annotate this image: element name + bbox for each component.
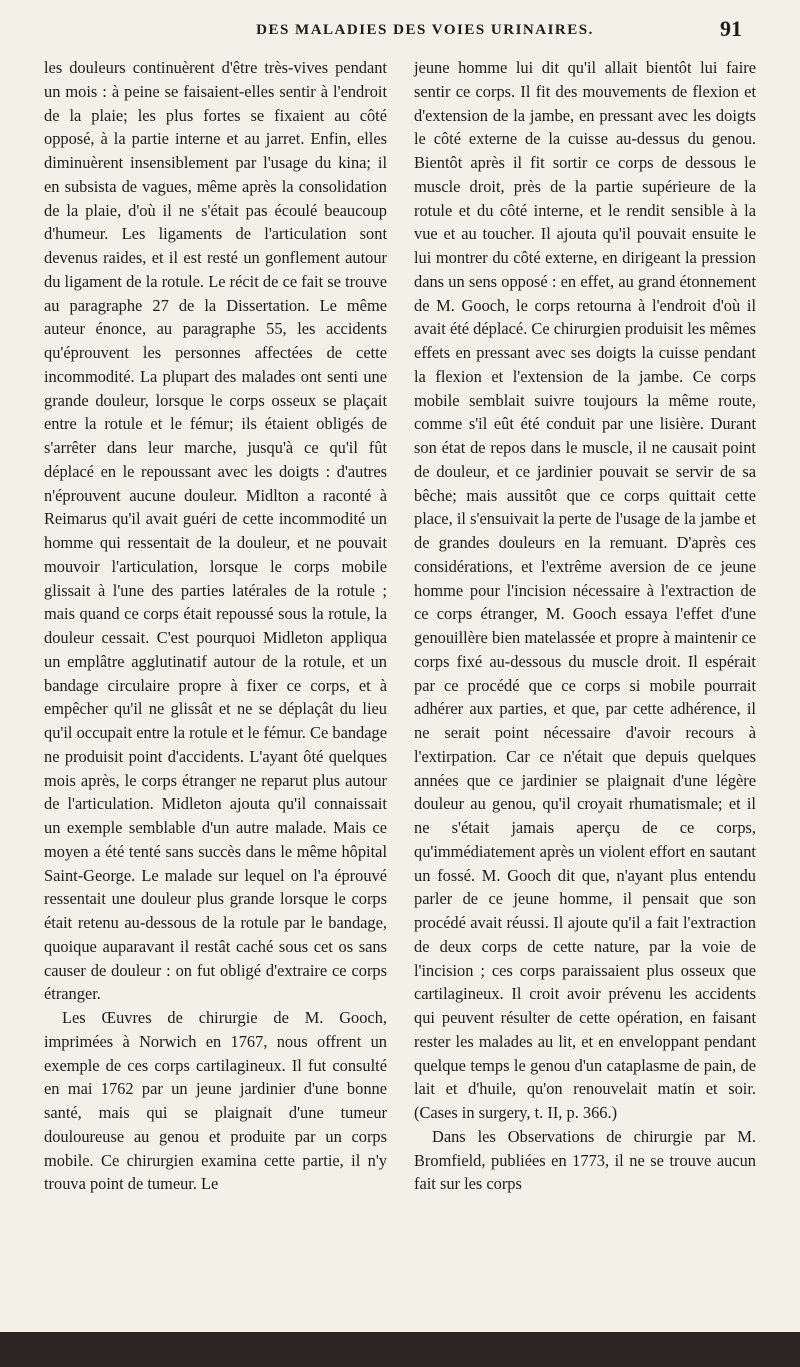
right-column bbox=[414, 56, 756, 1196]
running-title: DES MALADIES DES VOIES URINAIRES. bbox=[256, 22, 594, 38]
page-number: 91 bbox=[720, 16, 742, 41]
left-paragraph-gooch: Les Œuvres de chirurgie de M. Gooch, imprimées à Norwich en 1767, nous offrent un exemple de ces corps cartilagineux. Il fut consulté en mai 1762 par un jeune jardinier d'une bonne santé, mais qui se plaignait d'une tumeur douloureuse au genou et produite par un corps mobile. Ce chirurgien examina cette partie, il n'y trouva point de tumeur. Le bbox=[44, 1008, 387, 1194]
left-paragraph-continuation: les douleurs continuèrent d'être très-vives pendant un mois : à peine se faisaient-elles sentir à l'endroit de la plaie; les plus fortes se fixaient au côté opposé, à la partie interne et au jarret. Enfin, elles diminuèrent insensiblement par l'usage du kina; il en subsista de vagues, même après la consolidation de la plaie, d'où il ne s'était pas écoulé beaucoup d'humeur. Les ligaments de l'articulation sont devenus raides, et il est resté un gonflement autour du ligament de la rotule. Le récit de ce fait se trouve au paragraphe 27 de la Dissertation. Le même auteur énonce, au paragraphe 55, les accidents qu'éprouvent les personnes affectées de cette incommodité. La plupart des malades ont senti une grande douleur, lorsque le corps osseux se plaçait entre la rotule et le fémur; ils étaient obligés de s'arrêter dans leur marche, jusqu'à ce qu'il fût déplacé en le repoussant avec les doigts : d'autres n'éprouvent aucune douleur. Midlton a raconté à Reimarus qu'il avait guéri de cette incommodité un homme qui ressentait de la douleur, et ne pouvait mouvoir l'articulation, lorsque le corps mobile glissait à l'une des parties latérales de la rotule ; mais quand ce corps était repoussé sous la rotule, la douleur cessait. C'est pourquoi Midleton appliqua un emplâtre agglutinatif autour de la rotule, et un bandage circulaire propre à fixer ce corps, et à empêcher qu'il ne glissât et ne se déplaçât du lieu qu'il occupait entre la rotule et le fémur. Ce bandage ne produisit point d'accidents. L'ayant ôté quelques mois après, le corps étranger ne reparut plus autour de l'articulation. Midleton ajouta qu'il connaissait un exemple semblable d'un autre malade. Mais ce moyen a été tenté sans succès dans le même hôpital Saint-George. Le malade sur lequel on l'a éprouvé ressentait une douleur plus grande lorsque le corps était retenu au-dessous de la rotule par le bandage, quoique auparavant il restât caché sous cet os sans causer de douleur : on fut obligé d'extraire ce corps étranger. bbox=[44, 58, 387, 1004]
right-paragraph-bromfield: Dans les Observations de chirurgie par M. Bromfield, publiées en 1773, il ne se trouve aucun fait sur les corps bbox=[414, 1126, 756, 1194]
right-paragraph-continuation: jeune homme lui dit qu'il allait bientôt lui faire sentir ce corps. Il fit des mouvements de flexion et d'extension de la jambe, en pressant avec les doigts le côté externe de la cuisse au-dessus du genou. Bientôt après il fit sortir ce corps de dessous le muscle droit, près de la partie supérieure de la rotule et du côté interne, et le rendit sensible à la vue et au toucher. Il ajouta qu'il pouvait ensuite le lui montrer du côté externe, en dirigeant la pression dans un sens opposé : en effet, au grand étonnement de M. Gooch, le corps retourna à l'endroit d'où il avait été déplacé. Ce chirurgien produisit les mêmes effets en pressant avec ses doigts la cuisse pendant la flexion et l'extension de la jambe. Ce corps mobile semblait suivre toujours la même route, comme s'il eût été conduit par une lisière. Durant son état de repos dans le muscle, il ne causait point de douleur, et ce jardinier pouvait se servir de sa bêche; mais aussitôt que ce corps quittait cette place, il s'ensuivait la perte de l'usage de la jambe et de grandes douleurs en la remuant. D'après ces considérations, et l'extrême aversion de ce jeune homme pour l'incision nécessaire à l'extraction de ce corps étranger, M. Gooch essaya l'effet d'une genouillère bien matelassée et propre à maintenir ce corps fixé au-dessous du muscle droit. Il espérait par ce procédé que ce corps si mobile pourrait adhérer aux parties, et que, par cette adhérence, il ne serait point nécessaire d'avoir recours à l'extirpation. Car ce n'était que depuis quelques années que ce jardinier se plaignait d'une légère douleur au genou, qu'il croyait rhumatismale; et il ne s'était jamais aperçu de ce corps, qu'immédiatement après un violent effort en sautant un fossé. M. Gooch dit que, n'ayant plus entendu parler de ce jeune homme, il pensait que son procédé avait réussi. Il ajoute qu'il a fait l'extraction de deux corps de cette nature, par la voie de l'incision ; ces corps paraissaient plus osseux que cartilagineux. Il croit avoir prévenu les accidents qui peuvent résulter de cette opération, en faisant rester les malades au lit, et en enveloppant pendant quelque temps le genou d'un cataplasme de pain, de lait et d'huile, qu'on renouvelait matin et soir. (Cases in surgery, t. II, p. 366.) bbox=[414, 58, 756, 1122]
scan-bottom-edge bbox=[0, 1332, 800, 1367]
left-column bbox=[44, 56, 387, 1196]
